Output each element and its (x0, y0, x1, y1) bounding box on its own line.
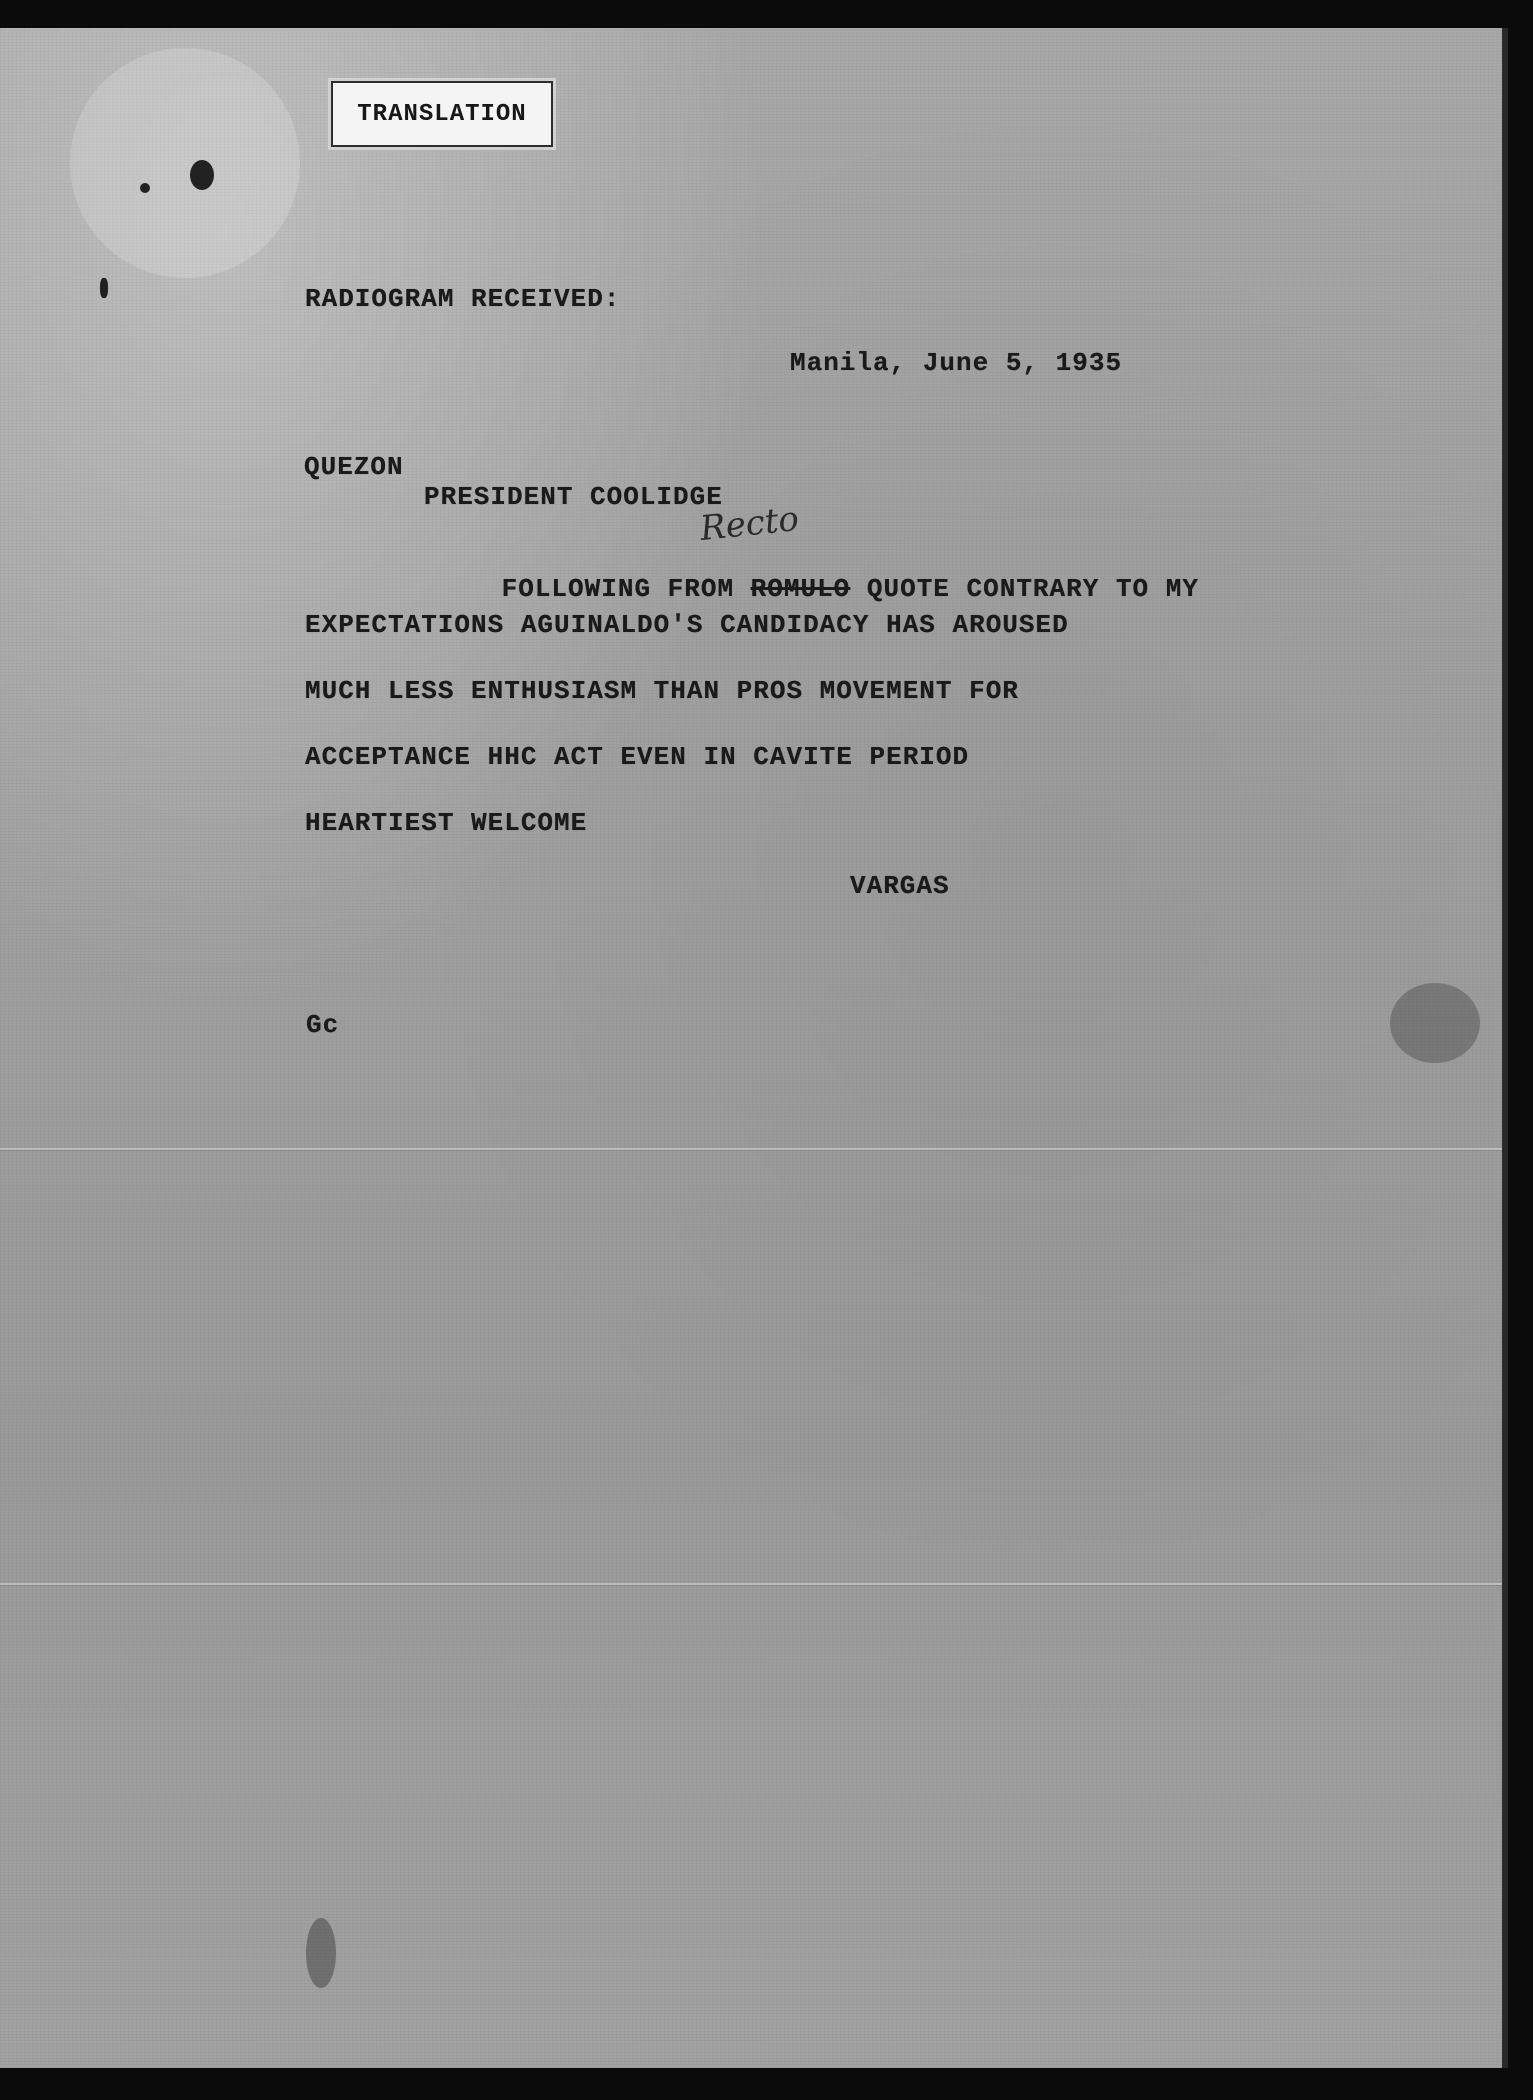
radiogram-heading: RADIOGRAM RECEIVED: (305, 284, 621, 314)
place-date: Manila, June 5, 1935 (790, 348, 1123, 378)
body-line-3: MUCH LESS ENTHUSIASM THAN PROS MOVEMENT FOR (305, 676, 1019, 706)
ink-spot (190, 160, 214, 190)
ink-spot-small (140, 183, 150, 193)
paper-sheet (0, 28, 1508, 2068)
recipient-quezon: QUEZON (304, 452, 404, 482)
signature-vargas: VARGAS (850, 871, 950, 901)
body-line-5: HEARTIEST WELCOME (305, 808, 588, 838)
stain-lower-left (306, 1918, 336, 1988)
stain-top-left (70, 48, 300, 278)
handwritten-correction: Recto (698, 498, 801, 550)
struck-name: ROMULO (750, 574, 851, 604)
fold-line-lower (0, 1583, 1502, 1585)
paper-grain (0, 28, 1502, 2068)
stain-right (1390, 983, 1480, 1063)
body-line-4: ACCEPTANCE HHC ACT EVEN IN CAVITE PERIOD (305, 742, 970, 772)
translation-label: TRANSLATION (328, 78, 556, 150)
typist-initials: Gc (306, 1010, 340, 1040)
fold-line-upper (0, 1148, 1502, 1150)
body-line-1-prefix: FOLLOWING FROM (501, 574, 751, 604)
body-line-2: EXPECTATIONS AGUINALDO'S CANDIDACY HAS AROUSED (305, 610, 1069, 640)
body-line-1-suffix: QUOTE CONTRARY TO MY (850, 574, 1199, 604)
ink-spot-mark (100, 278, 108, 298)
recipient-president-coolidge: PRESIDENT COOLIDGE (424, 482, 723, 512)
